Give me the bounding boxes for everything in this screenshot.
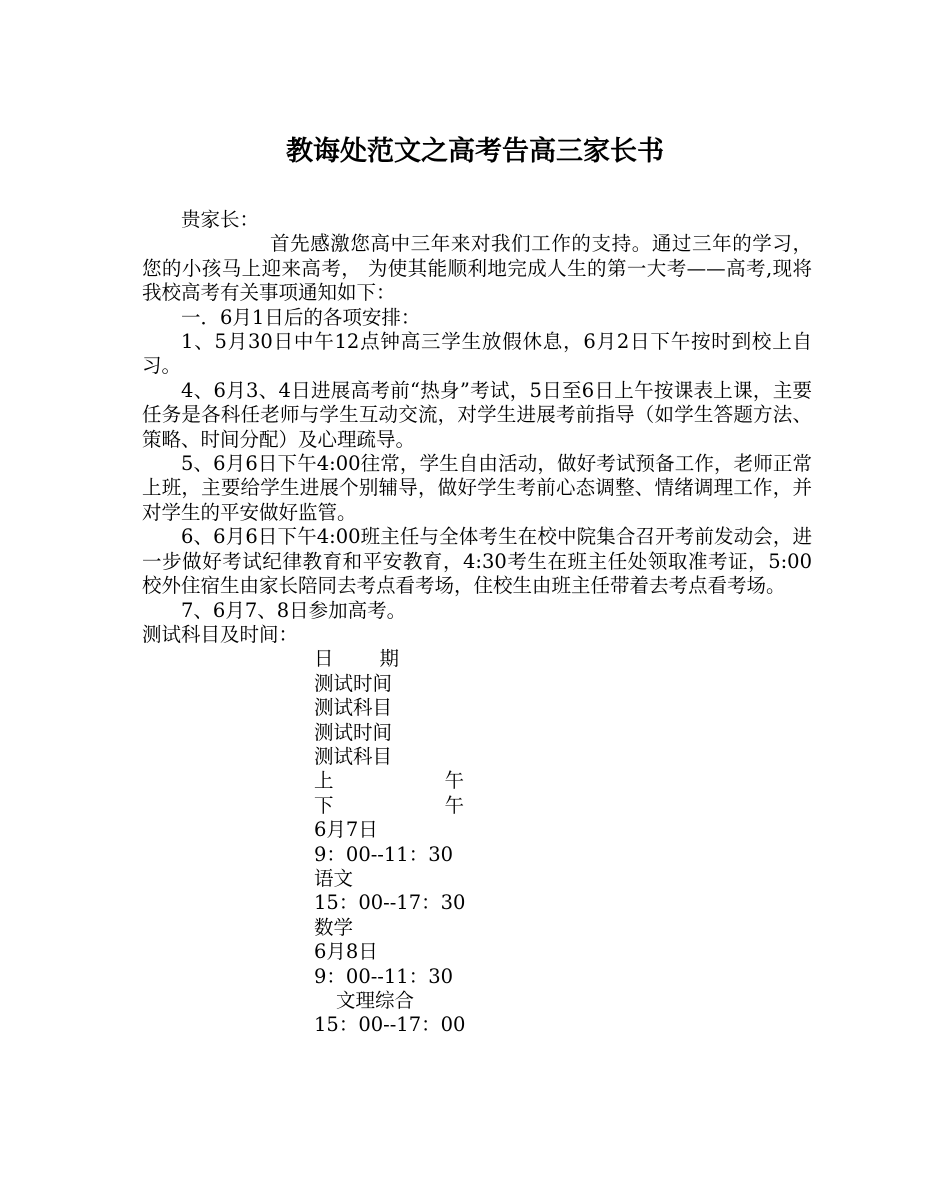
morning-char: 上 xyxy=(314,769,334,793)
date-char: 期 xyxy=(379,647,399,671)
schedule-day1-morning-subject: 语文 xyxy=(314,866,354,890)
schedule-day1-date: 6月7日 xyxy=(314,818,378,842)
item-paragraph: 4、6月3、4日进展高考前“热身”考试，5日至6日上午按课表上课，主要任务是各科任老师与学生互动交流，对学生进展考前指导（如学生答题方法、策略、时间分配）及心理疏导。 xyxy=(142,378,812,451)
schedule-day2-date: 6月8日 xyxy=(314,940,378,964)
schedule-day1-afternoon-time: 15：00--17：30 xyxy=(314,891,466,915)
schedule-date-header xyxy=(314,647,399,671)
schedule-col-test-time: 测试时间 xyxy=(314,720,393,744)
afternoon-char: 下 xyxy=(314,793,334,817)
item-paragraph: 5、6月6日下午4:00往常，学生自由活动，做好考试预备工作，老师正常上班，主要给学生进展个别辅导，做好学生考前心态调整、情绪调理工作，并对学生的平安做好监管。 xyxy=(142,452,812,524)
schedule-day2-morning-time: 9：00--11：30 xyxy=(314,964,454,988)
document-body xyxy=(142,208,812,1038)
item-paragraph: 6、6月6日下午4:00班主任与全体考生在校中院集合召开考前发动会，进一步做好考试纪律教育和平安教育，4:30考生在班主任处领取准考证，5:00校外住宿生由家长陪同去考点看考场，住校生由班主任带着去考点看考场。 xyxy=(142,525,812,598)
afternoon-char: 午 xyxy=(444,793,464,817)
item-paragraph: 7、6月7、8日参加高考。 xyxy=(181,598,407,622)
intro-paragraph: 首先感激您高中三年来对我们工作的支持。通过三年的学习，您的小孩马上迎来高考， 为使其能顺利地完成人生的第一大考——高考,现将我校高考有关事项通知如下： xyxy=(142,232,812,305)
document-title: 教诲处范文之高考告高三家长书 xyxy=(286,136,664,167)
greeting: 贵家长： xyxy=(181,208,260,231)
date-char: 日 xyxy=(314,647,334,671)
schedule-day1-afternoon-subject: 数学 xyxy=(314,915,354,939)
schedule-day2-morning-subject: 文理综合 xyxy=(336,989,415,1012)
section-heading: 一．6月1日后的各项安排： xyxy=(181,305,421,329)
morning-char: 午 xyxy=(444,769,464,793)
schedule-heading: 测试科目及时间： xyxy=(142,622,299,646)
exam-schedule xyxy=(314,647,464,1038)
schedule-day2-afternoon-time: 15：00--17：00 xyxy=(314,1013,466,1037)
schedule-day1-morning-time: 9：00--11：30 xyxy=(314,842,454,866)
schedule-morning-label xyxy=(314,769,464,793)
schedule-col-test-subject: 测试科目 xyxy=(314,744,393,768)
schedule-col-test-time: 测试时间 xyxy=(314,671,393,695)
schedule-afternoon-label xyxy=(314,794,464,818)
item-paragraph: 1、5月30日中午12点钟高三学生放假休息，6月2日下午按时到校上自习。 xyxy=(142,330,812,378)
schedule-col-test-subject: 测试科目 xyxy=(314,696,393,720)
